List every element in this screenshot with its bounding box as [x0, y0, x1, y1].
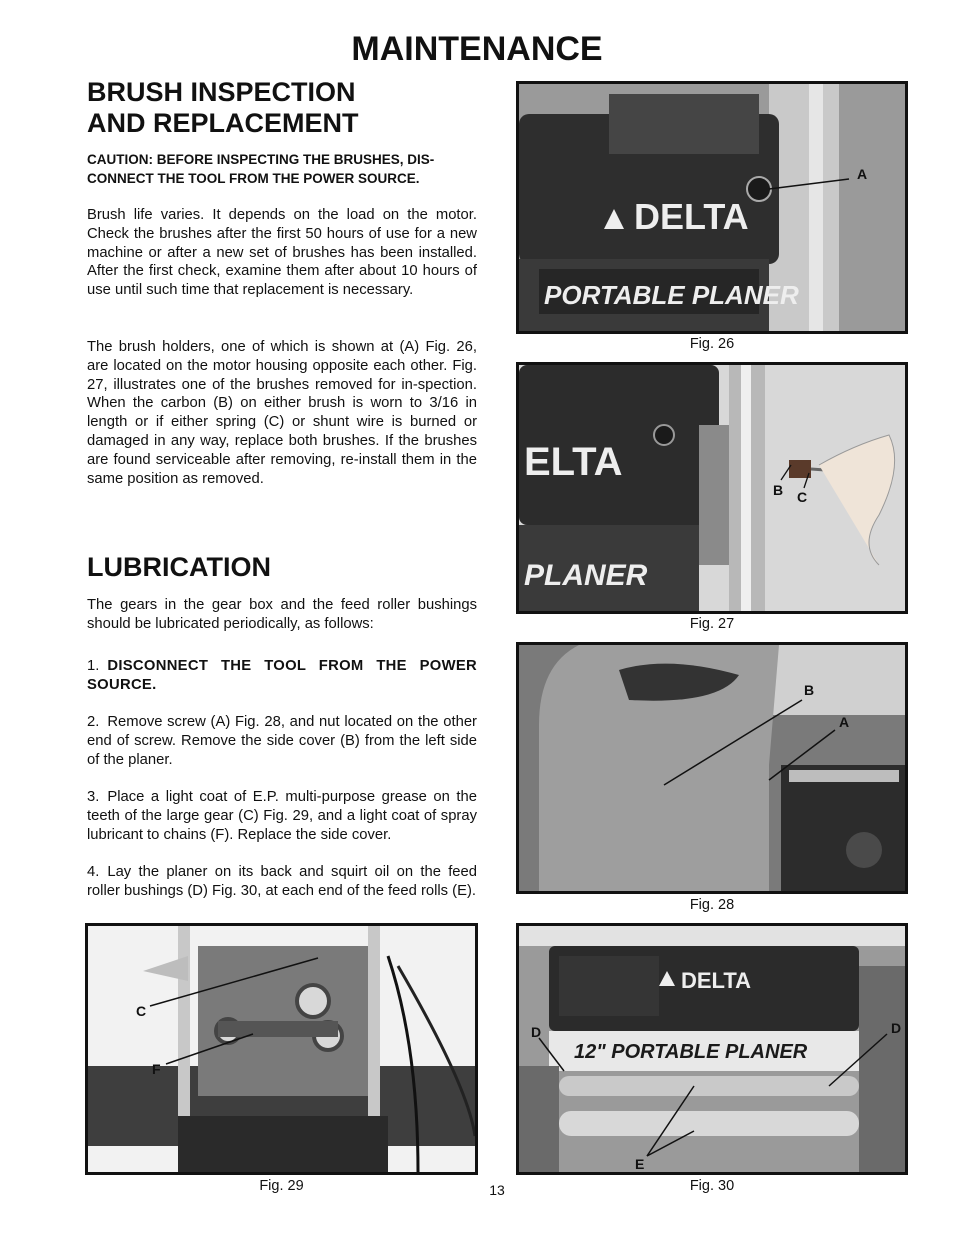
step-text: Place a light coat of E.P. multi-purpose grease on the teeth of the large gear (C) Fig. 29, and a light coat of spray lubricant to chains (F). Replace the side cover. — [87, 789, 477, 843]
step-text: DISCONNECT THE TOOL FROM THE POWER SOURCE. — [87, 658, 477, 693]
fig30-brand-text: DELTA — [681, 968, 752, 993]
brush-paragraph-2: The brush holders, one of which is shown at (A) Fig. 26, are located on the motor housing opposite each other. Fig. 27, illustrates one of the brushes removed for in-spection. When the carbon (B) on either brush is worn to 3/16 in length or if either spring (C) or shunt wire is burned or damaged in any way, replace both brushes. If the brushes are found serviceable after removing, re-install them in the same position as removed. — [87, 339, 477, 487]
fig28-callout-b: B — [804, 682, 815, 698]
brush-paragraph-1: Brush life varies. It depends on the load on the motor. Check the brushes after the first 50 hours of use for a new machine or after a new set of brushes has been installed. After the first check, examine them after about 10 hours of use until such time that replacement is necessary. — [87, 207, 477, 299]
fig28-photo — [516, 642, 908, 894]
fig26-callout-a: A — [857, 166, 868, 182]
fig30-callout-d-left: D — [531, 1024, 542, 1040]
fig26-photo — [516, 81, 908, 334]
step-number: 4. — [87, 864, 100, 880]
page-title: MAINTENANCE — [351, 30, 603, 68]
brush-heading-line1: BRUSH INSPECTION — [87, 77, 356, 107]
lubrication-step-1 — [87, 657, 477, 695]
page-number: 13 — [489, 1182, 505, 1198]
fig29-caption: Fig. 29 — [259, 1178, 304, 1194]
caution-line1: CAUTION: BEFORE INSPECTING THE BRUSHES, DIS- — [87, 152, 435, 167]
fig27-callout-b: B — [773, 482, 784, 498]
fig27-callout-c: C — [797, 489, 808, 505]
fig27-caption: Fig. 27 — [689, 616, 735, 632]
step-text: Remove screw (A) Fig. 28, and nut located on the other end of screw. Remove the side cover (B) from the left side of the planer. — [87, 714, 477, 768]
fig30-callout-d-right: D — [891, 1020, 902, 1036]
caution-note — [87, 150, 479, 188]
fig30-illustration — [519, 926, 905, 1172]
lubrication-step-4 — [87, 863, 477, 901]
step-text: Lay the planer on its back and squirt oil on the feed roller bushings (D) Fig. 30, at each end of the feed rolls (E). — [87, 864, 477, 899]
fig29-photo — [85, 923, 478, 1175]
fig26-illustration — [519, 84, 905, 331]
lubrication-heading: LUBRICATION — [87, 552, 271, 582]
fig26-model-text: PORTABLE PLANER — [544, 280, 799, 310]
lubrication-intro: The gears in the gear box and the feed roller bushings should be lubricated periodically, as follows: — [87, 597, 477, 632]
fig29-callout-c: C — [136, 1003, 147, 1019]
fig27-illustration — [519, 365, 905, 611]
fig28-callout-a: A — [839, 714, 850, 730]
lubrication-step-2 — [87, 713, 477, 769]
fig28-caption: Fig. 28 — [689, 897, 735, 913]
brush-heading — [87, 77, 487, 139]
caution-line2: CONNECT THE TOOL FROM THE POWER SOURCE. — [87, 171, 420, 186]
step-number: 2. — [87, 714, 100, 730]
fig28-illustration — [519, 645, 905, 891]
fig26-caption: Fig. 26 — [689, 336, 735, 352]
fig29-callout-f: F — [152, 1061, 161, 1077]
fig26-brand-text: DELTA — [634, 196, 749, 237]
fig30-caption: Fig. 30 — [689, 1178, 735, 1194]
fig30-model-text: 12" PORTABLE PLANER — [574, 1041, 808, 1063]
fig29-illustration — [88, 926, 475, 1172]
brush-heading-line2: AND REPLACEMENT — [87, 108, 359, 138]
lubrication-step-3 — [87, 788, 477, 844]
fig30-callout-e: E — [635, 1156, 645, 1172]
step-number: 1. — [87, 658, 100, 674]
fig27-photo — [516, 362, 908, 614]
fig27-brand-text: ELTA — [524, 440, 623, 484]
fig27-model-text: PLANER — [524, 559, 648, 592]
fig30-photo — [516, 923, 908, 1175]
step-number: 3. — [87, 789, 100, 805]
